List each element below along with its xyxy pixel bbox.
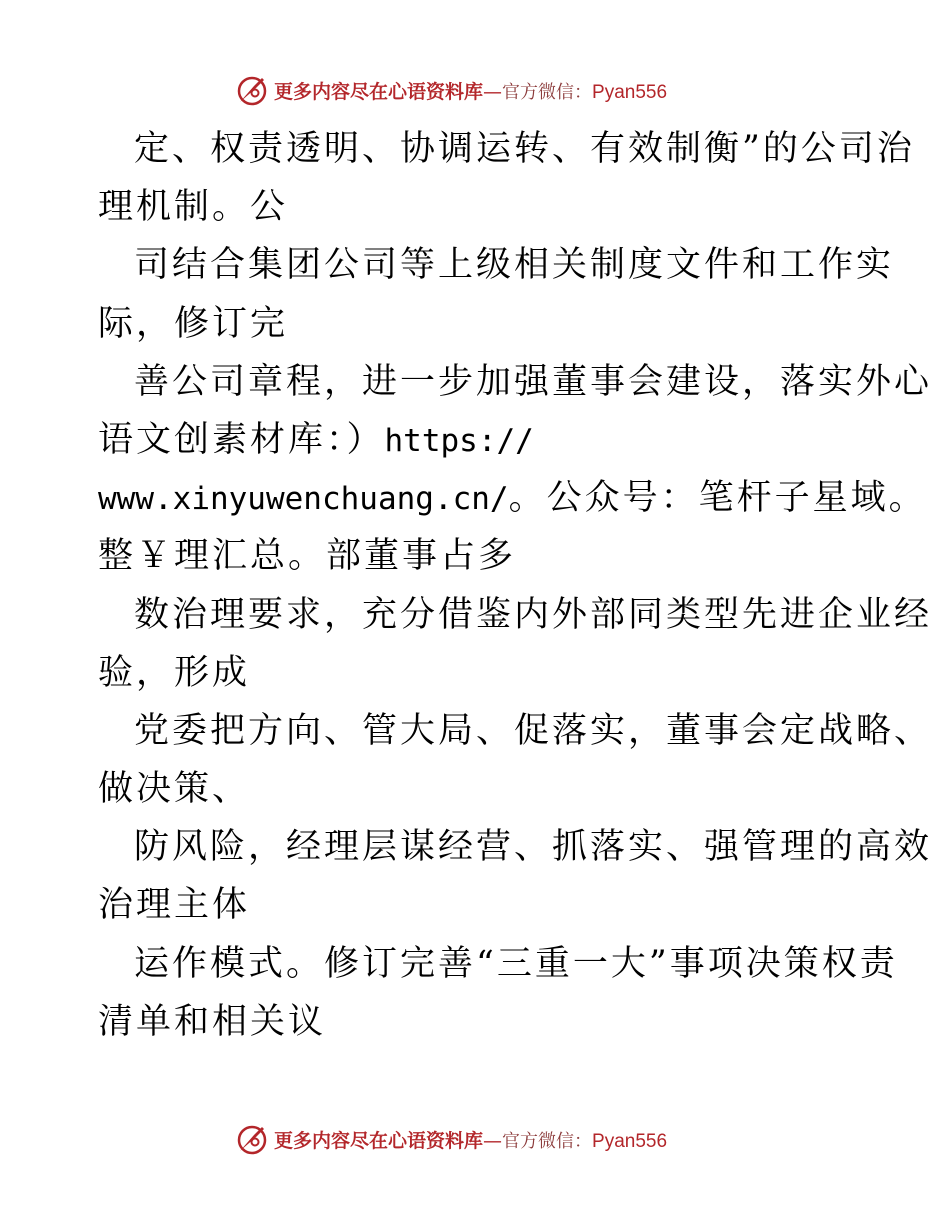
banner-wechat-id: Pyan556 [592,81,668,103]
banner-text [274,1126,667,1153]
banner-wechat-id: Pyan556 [592,1130,668,1152]
url-text: https:// [384,422,534,459]
text-line: 司结合集团公司等上级相关制度文件和工作实 [134,245,895,286]
text-line: 清单和相关议 [98,1001,327,1042]
text-line: 运作模式。修订完善“三重一大”事项决策权责 [134,943,898,984]
document-body [98,120,933,1051]
text-line: 党委把方向、管大局、促落实，董事会定战略、 [134,710,933,751]
banner-separator: — [483,80,503,103]
text-line: 防风险，经理层谋经营、抓落实、强管理的高效 [134,827,933,868]
text-line: 治理主体 [98,885,251,926]
text-line: 数治理要求，充分借鉴内外部同类型先进企业经 [134,594,933,635]
header-banner [236,73,716,107]
text-line: 理机制。公 [98,187,289,228]
banner-text [274,77,667,104]
text-line: 际，修订完 [98,303,289,344]
text-line: 善公司章程，进一步加强董事会建设，落实外心 [134,361,933,402]
banner-separator: — [483,1129,503,1152]
banner-wechat-label: 官方微信： [502,81,593,103]
text-line: www.xinyuwenchuang.cn/。公众号：笔杆子星域。 [98,478,927,519]
text-line: 语文创素材库：）https:// [98,419,534,460]
text-line: 做决策、 [98,769,251,810]
quill-pen-logo-icon [236,1123,268,1155]
banner-main-text: 更多内容尽在心语资料库 [274,80,484,103]
text-line: 定、权责透明、协调运转、有效制衡”的公司治 [134,129,915,169]
quill-pen-logo-icon [236,74,268,106]
url-text: www.xinyuwenchuang.cn/ [98,481,509,518]
text-line: 整￥理汇总。部董事占多 [98,536,517,577]
banner-main-text: 更多内容尽在心语资料库 [274,1129,484,1152]
banner-wechat-label: 官方微信： [502,1130,593,1152]
text-line: 验，形成 [98,652,251,693]
footer-banner [236,1122,716,1156]
